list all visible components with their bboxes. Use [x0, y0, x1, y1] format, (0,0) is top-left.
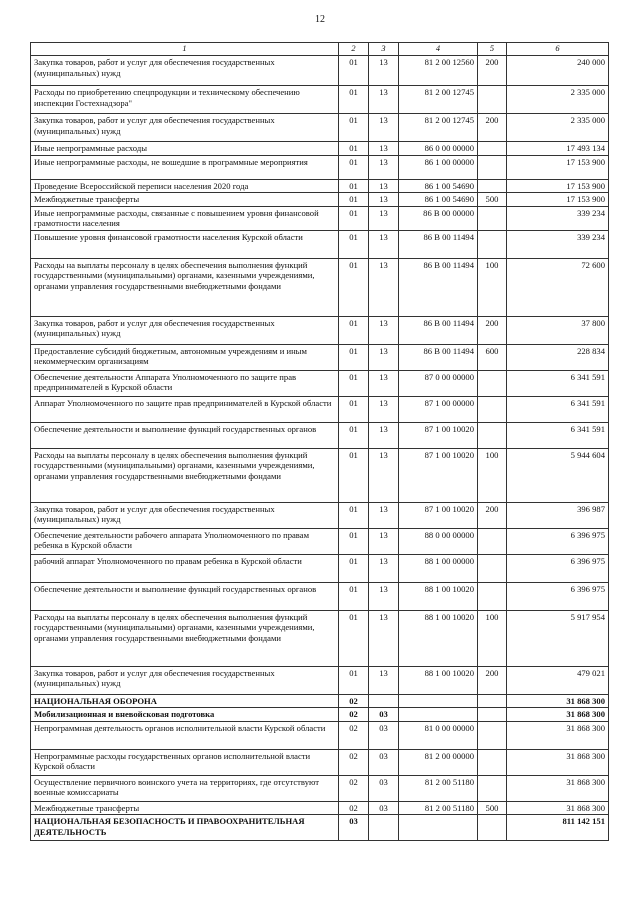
cell-section: 01	[339, 666, 369, 694]
cell-amount: 396 987	[507, 502, 609, 528]
cell-amount: 6 341 591	[507, 422, 609, 448]
cell-name: Расходы на выплаты персоналу в целях обеспечения выполнения функций государственными (муниципальными) органами, казенными учреждениями, органами управления государственными внебюджетными фондами	[31, 610, 339, 666]
cell-name: Закупка товаров, работ и услуг для обеспечения государственных (муниципальных) нужд	[31, 114, 339, 142]
cell-target-article: 86 В 00 11494	[399, 230, 478, 258]
table-row	[31, 502, 609, 528]
cell-target-article: 88 0 00 00000	[399, 528, 478, 554]
cell-expense-type	[478, 749, 507, 775]
cell-subsection: 13	[369, 142, 399, 155]
cell-target-article: 86 1 00 00000	[399, 155, 478, 179]
cell-subsection: 13	[369, 179, 399, 192]
cell-name: Иные непрограммные расходы	[31, 142, 339, 155]
cell-section: 01	[339, 142, 369, 155]
cell-name: Повышение уровня финансовой грамотности населения Курской области	[31, 230, 339, 258]
cell-name: Межбюджетные трансферты	[31, 193, 339, 206]
cell-amount: 6 341 591	[507, 396, 609, 422]
cell-expense-type: 100	[478, 610, 507, 666]
cell-expense-type: 200	[478, 666, 507, 694]
cell-section: 01	[339, 396, 369, 422]
cell-section: 01	[339, 502, 369, 528]
cell-amount: 17 153 900	[507, 155, 609, 179]
cell-name: НАЦИОНАЛЬНАЯ БЕЗОПАСНОСТЬ И ПРАВООХРАНИТЕЛЬНАЯ ДЕЯТЕЛЬНОСТЬ	[31, 815, 339, 841]
cell-subsection: 13	[369, 258, 399, 316]
cell-expense-type	[478, 721, 507, 749]
table-row	[31, 775, 609, 801]
cell-expense-type: 200	[478, 502, 507, 528]
cell-amount: 2 335 000	[507, 86, 609, 114]
table-row	[31, 610, 609, 666]
table-row	[31, 749, 609, 775]
cell-section: 03	[339, 815, 369, 841]
table-row	[31, 694, 609, 707]
cell-amount: 31 868 300	[507, 749, 609, 775]
cell-expense-type: 100	[478, 448, 507, 502]
table-row	[31, 721, 609, 749]
cell-amount: 6 396 975	[507, 528, 609, 554]
cell-target-article: 81 2 00 51180	[399, 801, 478, 814]
cell-amount: 339 234	[507, 206, 609, 230]
cell-section: 01	[339, 193, 369, 206]
header-cell-section: 2	[339, 43, 369, 56]
cell-amount: 31 868 300	[507, 694, 609, 707]
cell-subsection: 13	[369, 666, 399, 694]
cell-target-article: 87 0 00 00000	[399, 370, 478, 396]
cell-section: 01	[339, 56, 369, 86]
table-row	[31, 258, 609, 316]
cell-name: Иные непрограммные расходы, связанные с повышением уровня финансовой грамотности населения	[31, 206, 339, 230]
cell-name: Мобилизационная и вневойсковая подготовка	[31, 708, 339, 721]
cell-target-article: 86 В 00 00000	[399, 206, 478, 230]
cell-amount: 5 917 954	[507, 610, 609, 666]
cell-name: рабочий аппарат Уполномоченного по правам ребенка в Курской области	[31, 554, 339, 582]
cell-subsection: 13	[369, 448, 399, 502]
budget-table	[30, 42, 609, 841]
cell-amount: 228 834	[507, 344, 609, 370]
cell-amount: 31 868 300	[507, 801, 609, 814]
cell-expense-type: 100	[478, 258, 507, 316]
cell-section: 01	[339, 370, 369, 396]
cell-target-article: 81 0 00 00000	[399, 721, 478, 749]
table-row	[31, 448, 609, 502]
cell-subsection: 13	[369, 422, 399, 448]
table-row	[31, 179, 609, 192]
cell-subsection: 03	[369, 775, 399, 801]
cell-name: Проведение Всероссийской переписи населения 2020 года	[31, 179, 339, 192]
cell-subsection	[369, 694, 399, 707]
cell-amount: 6 341 591	[507, 370, 609, 396]
table-row	[31, 801, 609, 814]
cell-name: Обеспечение деятельности Аппарата Уполномоченного по защите прав предпринимателей в Курской области	[31, 370, 339, 396]
cell-expense-type: 200	[478, 114, 507, 142]
table-header-row	[31, 43, 609, 56]
cell-section: 01	[339, 422, 369, 448]
cell-amount: 2 335 000	[507, 114, 609, 142]
cell-section: 01	[339, 528, 369, 554]
table-row	[31, 193, 609, 206]
table-row	[31, 230, 609, 258]
cell-target-article: 81 2 00 12560	[399, 56, 478, 86]
cell-target-article	[399, 708, 478, 721]
cell-amount: 6 396 975	[507, 554, 609, 582]
cell-section: 01	[339, 155, 369, 179]
cell-target-article: 88 1 00 10020	[399, 582, 478, 610]
cell-section: 01	[339, 554, 369, 582]
cell-section: 01	[339, 114, 369, 142]
cell-amount: 5 944 604	[507, 448, 609, 502]
cell-expense-type	[478, 422, 507, 448]
cell-expense-type	[478, 155, 507, 179]
cell-target-article: 81 2 00 51180	[399, 775, 478, 801]
cell-section: 01	[339, 344, 369, 370]
cell-name: Осуществление первичного воинского учета на территориях, где отсутствуют военные комиссариаты	[31, 775, 339, 801]
cell-section: 02	[339, 749, 369, 775]
cell-section: 01	[339, 610, 369, 666]
cell-target-article: 86 В 00 11494	[399, 316, 478, 344]
cell-target-article: 86 1 00 54690	[399, 193, 478, 206]
cell-name: Расходы на выплаты персоналу в целях обеспечения выполнения функций государственными (муниципальными) органами, казенными учреждениями, органами управления государственными внебюджетными фондами	[31, 258, 339, 316]
table-row	[31, 396, 609, 422]
cell-subsection: 03	[369, 801, 399, 814]
cell-amount: 17 493 134	[507, 142, 609, 155]
cell-subsection: 13	[369, 206, 399, 230]
cell-name: Закупка товаров, работ и услуг для обеспечения государственных (муниципальных) нужд	[31, 316, 339, 344]
cell-section: 01	[339, 230, 369, 258]
table-row	[31, 708, 609, 721]
cell-target-article: 81 2 00 12745	[399, 114, 478, 142]
budget-table-body	[31, 43, 609, 841]
cell-subsection: 13	[369, 114, 399, 142]
table-row	[31, 114, 609, 142]
cell-target-article	[399, 815, 478, 841]
cell-amount: 479 021	[507, 666, 609, 694]
cell-amount: 31 868 300	[507, 721, 609, 749]
cell-target-article: 86 1 00 54690	[399, 179, 478, 192]
cell-section: 02	[339, 801, 369, 814]
table-row	[31, 316, 609, 344]
cell-expense-type	[478, 582, 507, 610]
cell-section: 02	[339, 721, 369, 749]
cell-section: 01	[339, 448, 369, 502]
cell-name: Обеспечение деятельности и выполнение функций государственных органов	[31, 582, 339, 610]
cell-expense-type	[478, 396, 507, 422]
cell-expense-type: 200	[478, 56, 507, 86]
cell-name: Непрограммные расходы государственных органов исполнительной власти Курской области	[31, 749, 339, 775]
cell-target-article: 88 1 00 10020	[399, 666, 478, 694]
cell-target-article: 87 1 00 00000	[399, 396, 478, 422]
cell-subsection: 13	[369, 56, 399, 86]
cell-subsection	[369, 815, 399, 841]
cell-target-article: 81 2 00 12745	[399, 86, 478, 114]
cell-target-article: 87 1 00 10020	[399, 502, 478, 528]
cell-expense-type: 500	[478, 801, 507, 814]
cell-expense-type: 200	[478, 316, 507, 344]
cell-target-article: 86 В 00 11494	[399, 258, 478, 316]
cell-expense-type	[478, 775, 507, 801]
cell-amount: 240 000	[507, 56, 609, 86]
cell-expense-type	[478, 528, 507, 554]
cell-section: 01	[339, 258, 369, 316]
cell-expense-type	[478, 694, 507, 707]
cell-expense-type	[478, 179, 507, 192]
cell-target-article: 88 1 00 10020	[399, 610, 478, 666]
table-row	[31, 370, 609, 396]
cell-expense-type: 600	[478, 344, 507, 370]
cell-amount: 339 234	[507, 230, 609, 258]
cell-subsection: 13	[369, 316, 399, 344]
cell-expense-type: 500	[478, 193, 507, 206]
cell-name: Непрограммная деятельность органов исполнительной власти Курской области	[31, 721, 339, 749]
cell-target-article: 86 0 00 00000	[399, 142, 478, 155]
cell-expense-type	[478, 554, 507, 582]
cell-amount: 72 600	[507, 258, 609, 316]
header-cell-amount: 6	[507, 43, 609, 56]
cell-subsection: 13	[369, 528, 399, 554]
table-row	[31, 155, 609, 179]
cell-subsection: 13	[369, 230, 399, 258]
header-cell-target-article: 4	[399, 43, 478, 56]
cell-amount: 37 800	[507, 316, 609, 344]
cell-name: Обеспечение деятельности и выполнение функций государственных органов	[31, 422, 339, 448]
cell-expense-type	[478, 230, 507, 258]
table-row	[31, 528, 609, 554]
cell-name: Расходы по приобретению спецпродукции и техническому обеспечению инспекции Гостехнадзора"	[31, 86, 339, 114]
table-row	[31, 56, 609, 86]
cell-section: 02	[339, 775, 369, 801]
cell-subsection: 13	[369, 86, 399, 114]
table-row	[31, 815, 609, 841]
cell-section: 01	[339, 206, 369, 230]
cell-amount: 17 153 900	[507, 193, 609, 206]
cell-name: Закупка товаров, работ и услуг для обеспечения государственных (муниципальных) нужд	[31, 666, 339, 694]
cell-subsection: 13	[369, 155, 399, 179]
cell-name: Закупка товаров, работ и услуг для обеспечения государственных (муниципальных) нужд	[31, 502, 339, 528]
cell-target-article: 86 В 00 11494	[399, 344, 478, 370]
cell-section: 02	[339, 708, 369, 721]
cell-amount: 31 868 300	[507, 708, 609, 721]
table-row	[31, 582, 609, 610]
cell-subsection: 03	[369, 708, 399, 721]
cell-subsection: 03	[369, 749, 399, 775]
cell-expense-type	[478, 86, 507, 114]
page-number: 12	[315, 14, 325, 25]
cell-name: Предоставление субсидий бюджетным, автономным учреждениям и иным некоммерческим организациям	[31, 344, 339, 370]
cell-subsection: 03	[369, 721, 399, 749]
table-row	[31, 666, 609, 694]
table-row	[31, 206, 609, 230]
cell-subsection: 13	[369, 396, 399, 422]
cell-expense-type	[478, 815, 507, 841]
table-row	[31, 142, 609, 155]
cell-name: Расходы на выплаты персоналу в целях обеспечения выполнения функций государственными (муниципальными) органами, казенными учреждениями, органами управления государственными внебюджетными фондами	[31, 448, 339, 502]
cell-section: 02	[339, 694, 369, 707]
cell-name: НАЦИОНАЛЬНАЯ ОБОРОНА	[31, 694, 339, 707]
cell-target-article: 87 1 00 10020	[399, 422, 478, 448]
cell-section: 01	[339, 86, 369, 114]
header-cell-subsection: 3	[369, 43, 399, 56]
cell-section: 01	[339, 316, 369, 344]
cell-expense-type	[478, 708, 507, 721]
cell-amount: 17 153 900	[507, 179, 609, 192]
header-cell-name: 1	[31, 43, 339, 56]
cell-expense-type	[478, 142, 507, 155]
cell-section: 01	[339, 582, 369, 610]
cell-subsection: 13	[369, 554, 399, 582]
table-row	[31, 344, 609, 370]
cell-subsection: 13	[369, 502, 399, 528]
cell-amount: 31 868 300	[507, 775, 609, 801]
cell-subsection: 13	[369, 370, 399, 396]
table-row	[31, 422, 609, 448]
cell-name: Межбюджетные трансферты	[31, 801, 339, 814]
cell-target-article: 81 2 00 00000	[399, 749, 478, 775]
cell-subsection: 13	[369, 582, 399, 610]
table-row	[31, 554, 609, 582]
header-cell-expense-type: 5	[478, 43, 507, 56]
cell-subsection: 13	[369, 193, 399, 206]
cell-expense-type	[478, 370, 507, 396]
cell-subsection: 13	[369, 344, 399, 370]
cell-name: Иные непрограммные расходы, не вошедшие в программные мероприятия	[31, 155, 339, 179]
cell-target-article: 88 1 00 00000	[399, 554, 478, 582]
cell-name: Аппарат Уполномоченного по защите прав предпринимателей в Курской области	[31, 396, 339, 422]
cell-name: Закупка товаров, работ и услуг для обеспечения государственных (муниципальных) нужд	[31, 56, 339, 86]
cell-target-article	[399, 694, 478, 707]
cell-target-article: 87 1 00 10020	[399, 448, 478, 502]
table-row	[31, 86, 609, 114]
cell-amount: 811 142 151	[507, 815, 609, 841]
cell-subsection: 13	[369, 610, 399, 666]
cell-section: 01	[339, 179, 369, 192]
cell-amount: 6 396 975	[507, 582, 609, 610]
cell-name: Обеспечение деятельности рабочего аппарата Уполномоченного по правам ребенка в Курской области	[31, 528, 339, 554]
cell-expense-type	[478, 206, 507, 230]
